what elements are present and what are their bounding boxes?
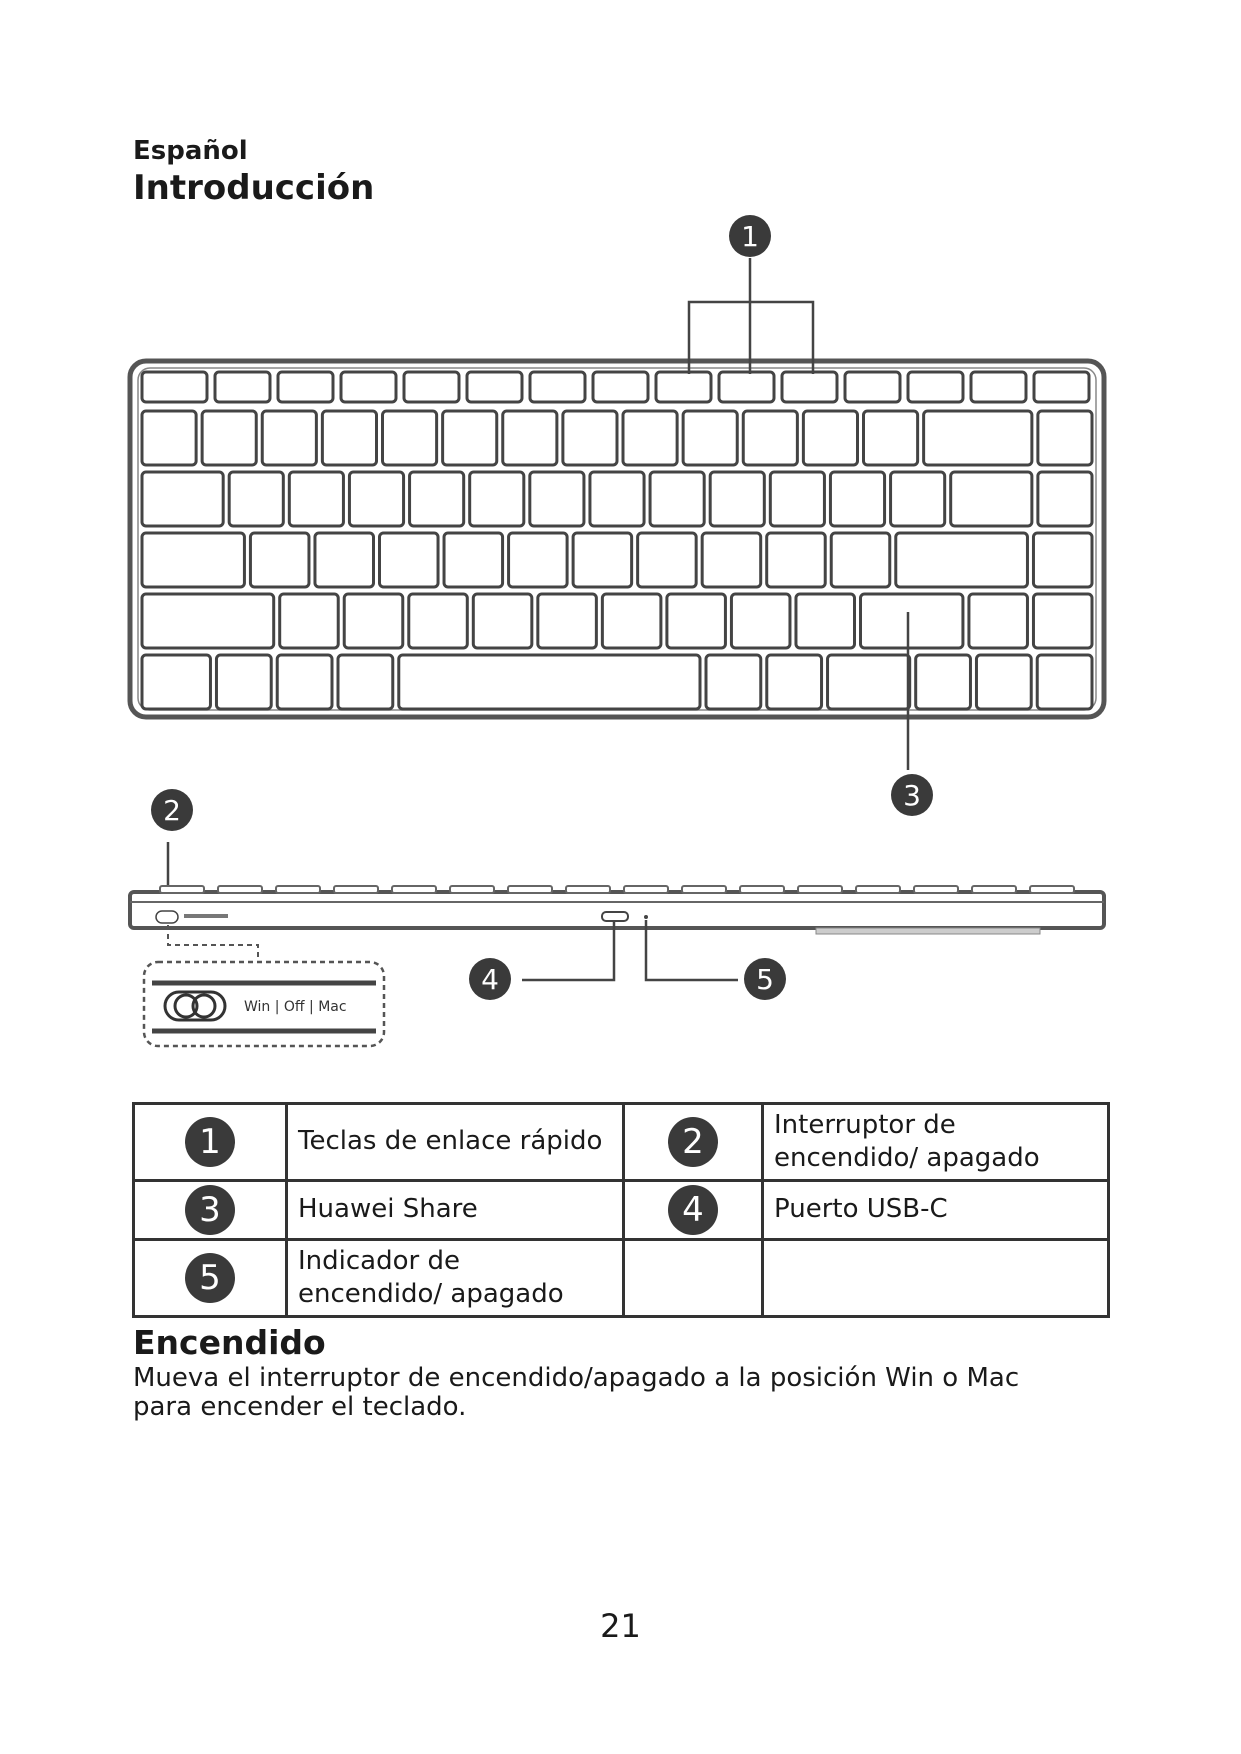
legend-number-badge: 3	[185, 1185, 235, 1235]
keyboard-key	[891, 472, 945, 526]
keyboard-key	[916, 655, 971, 709]
keyboard-key	[831, 533, 890, 587]
keyboard-key	[278, 372, 333, 402]
keyboard-key	[341, 372, 396, 402]
keyboard-key	[216, 655, 271, 709]
callout-4-icon	[469, 958, 511, 1000]
keyboard-key	[1033, 594, 1092, 648]
front-key-top	[276, 886, 320, 893]
front-key-top	[624, 886, 668, 893]
keyboard-key	[338, 655, 393, 709]
legend-text: Puerto USB-C	[763, 1180, 1109, 1239]
keyboard-key	[467, 372, 522, 402]
keyboard-key	[861, 594, 963, 648]
front-key-top	[1030, 886, 1074, 893]
keyboard-key	[650, 472, 704, 526]
keyboard-key	[410, 472, 464, 526]
keyboard-key	[924, 411, 1032, 465]
legend-number-badge: 4	[668, 1185, 718, 1235]
keyboard-key	[289, 472, 343, 526]
keyboard-key	[530, 472, 584, 526]
callout-5-icon	[744, 958, 786, 1000]
keyboard-key	[656, 372, 711, 402]
section-title: Encendido	[133, 1323, 326, 1362]
usb-c-port-icon	[602, 912, 628, 921]
keyboard-key	[262, 411, 316, 465]
component-legend-table	[132, 1102, 1110, 1318]
front-key-top	[740, 886, 784, 893]
front-key-top	[508, 886, 552, 893]
keyboard-key	[976, 655, 1031, 709]
callout-5-label: 5	[756, 963, 774, 996]
keyboard-key	[383, 411, 437, 465]
keyboard-key	[142, 372, 207, 402]
keyboard-key	[444, 533, 503, 587]
keyboard-key	[380, 533, 439, 587]
table-row	[134, 1240, 1109, 1317]
keyboard-key	[142, 472, 223, 526]
keyboard-front-view	[130, 886, 1104, 934]
table-row	[134, 1104, 1109, 1181]
callout-1-icon	[729, 215, 771, 257]
keyboard-key	[951, 472, 1032, 526]
keyboard-key	[1038, 472, 1092, 526]
legend-text: Interruptor de encendido/ apagado	[763, 1104, 1109, 1181]
keyboard-key	[277, 655, 332, 709]
keyboard-key	[202, 411, 256, 465]
keyboard-key	[828, 655, 910, 709]
front-key-top	[972, 886, 1016, 893]
keyboard-key	[830, 472, 884, 526]
front-key-top	[914, 886, 958, 893]
keyboard-key	[767, 533, 826, 587]
keyboard-key	[702, 533, 761, 587]
keyboard-key	[443, 411, 497, 465]
keyboard-key	[538, 594, 597, 648]
keyboard-key	[142, 594, 274, 648]
keyboard-key	[142, 655, 210, 709]
legend-text: Huawei Share	[287, 1180, 624, 1239]
page-number: 21	[600, 1607, 641, 1645]
legend-text: Indicador de encendido/ apagado	[287, 1240, 624, 1317]
keyboard-key	[315, 533, 374, 587]
keyboard-key	[602, 594, 661, 648]
callout-4-leader	[522, 922, 614, 980]
keyboard-key	[1037, 655, 1092, 709]
keyboard-key	[803, 411, 857, 465]
callout-3-icon	[891, 774, 933, 816]
keyboard-key	[503, 411, 557, 465]
keyboard-key	[623, 411, 677, 465]
keyboard-key	[142, 411, 196, 465]
callout-1-label: 1	[741, 220, 759, 253]
keyboard-key	[667, 594, 726, 648]
front-key-top	[856, 886, 900, 893]
keyboard-key	[1033, 533, 1092, 587]
keyboard-key	[896, 533, 1028, 587]
keyboard-keys	[142, 372, 1092, 709]
keyboard-key	[969, 594, 1028, 648]
front-key-top	[218, 886, 262, 893]
keyboard-key	[971, 372, 1026, 402]
keyboard-key	[215, 372, 270, 402]
legend-number-badge: 2	[668, 1117, 718, 1167]
keyboard-key	[409, 594, 468, 648]
front-key-top	[160, 886, 204, 893]
callout-3-label: 3	[903, 779, 921, 812]
front-key-top	[682, 886, 726, 893]
language-label: Español	[133, 136, 248, 166]
keyboard-key	[731, 594, 790, 648]
callout-4-label: 4	[481, 963, 499, 996]
keyboard-key	[322, 411, 376, 465]
keyboard-key	[1034, 372, 1089, 402]
table-row	[134, 1180, 1109, 1239]
section-body: Mueva el interruptor de encendido/apagado a la posición Win o Mac para encender el teclado.	[133, 1363, 1020, 1422]
keyboard-key	[280, 594, 339, 648]
keyboard-key	[706, 655, 761, 709]
front-key-top	[566, 886, 610, 893]
keyboard-key	[250, 533, 309, 587]
legend-empty-cell	[624, 1240, 763, 1317]
keyboard-key	[142, 533, 244, 587]
keyboard-key	[530, 372, 585, 402]
legend-number-badge: 5	[185, 1253, 235, 1303]
keyboard-key	[349, 472, 403, 526]
legend-number-badge: 1	[185, 1117, 235, 1167]
page-title: Introducción	[133, 168, 375, 208]
keyboard-key	[399, 655, 700, 709]
keyboard-key	[683, 411, 737, 465]
keyboard-key	[796, 594, 855, 648]
keyboard-key	[638, 533, 697, 587]
keyboard-key	[710, 472, 764, 526]
keyboard-key	[404, 372, 459, 402]
callout-1-bracket	[689, 258, 813, 374]
front-key-top	[392, 886, 436, 893]
keyboard-key	[509, 533, 568, 587]
power-switch-icon	[165, 992, 225, 1020]
keyboard-key	[473, 594, 532, 648]
front-key-top	[334, 886, 378, 893]
callout-2-icon	[151, 789, 193, 831]
keyboard-key	[344, 594, 403, 648]
keyboard-key	[590, 472, 644, 526]
front-key-top	[798, 886, 842, 893]
keyboard-key	[1038, 411, 1092, 465]
callout-2-label: 2	[163, 794, 181, 827]
keyboard-key	[845, 372, 900, 402]
keyboard-key	[229, 472, 283, 526]
keyboard-key	[782, 372, 837, 402]
keyboard-key	[573, 533, 632, 587]
legend-empty-cell	[763, 1240, 1109, 1317]
keyboard-key	[864, 411, 918, 465]
keyboard-key	[908, 372, 963, 402]
keyboard-key	[593, 372, 648, 402]
legend-text: Teclas de enlace rápido	[287, 1104, 624, 1181]
front-key-top	[450, 886, 494, 893]
switch-positions-label: Win | Off | Mac	[244, 999, 347, 1015]
keyboard-key	[767, 655, 822, 709]
keyboard-key	[770, 472, 824, 526]
keyboard-key	[563, 411, 617, 465]
keyboard-key	[470, 472, 524, 526]
keyboard-key	[743, 411, 797, 465]
power-indicator-icon	[644, 915, 648, 919]
keyboard-key	[719, 372, 774, 402]
